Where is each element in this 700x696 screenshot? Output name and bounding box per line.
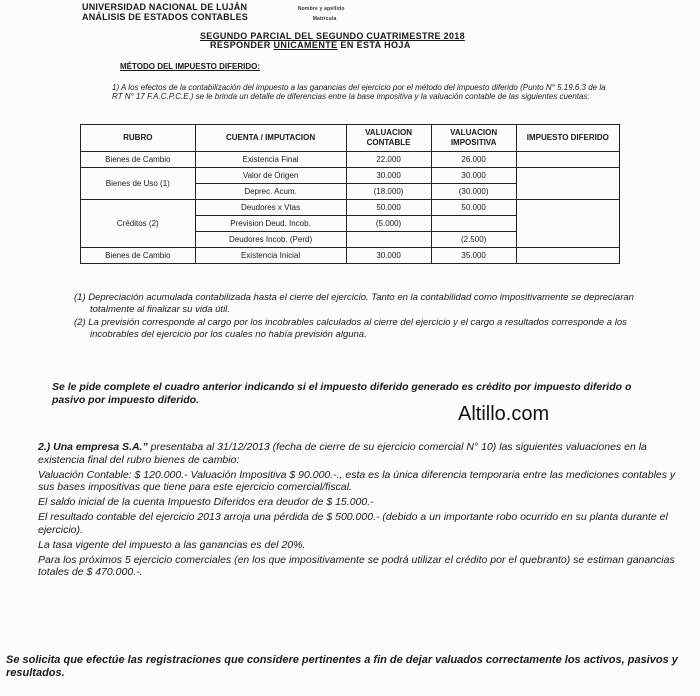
- answer-prefix: RESPONDER: [210, 40, 274, 50]
- cell-impositiva: 50.000: [431, 200, 516, 216]
- cell-cuenta: Prevision Deud. Incob.: [195, 216, 346, 232]
- section2-intro: [38, 441, 688, 466]
- footnotes: [74, 292, 634, 342]
- answer-suffix: EN ESTA HOJA: [337, 40, 411, 50]
- university-name: [82, 2, 345, 12]
- cell-diferido[interactable]: [516, 152, 619, 168]
- cell-cuenta: Deudores x Vtas: [195, 200, 346, 216]
- watermark-brand: Altillo.com: [458, 403, 550, 425]
- task-1-request: Se le pide complete el cuadro anterior indicando si el impuesto diferido generado es crédito por impuesto diferido o pasivo por impuesto diferido.: [52, 381, 632, 406]
- cell-cuenta: Valor de Origen: [195, 168, 346, 184]
- section2-resultado: El resultado contable del ejercicio 2013 arroja una pérdida de $ 500.000.- (debido a un importante robo ocurrido en su planta durante el ejercicio).: [38, 511, 668, 536]
- answer-instruction: [210, 40, 411, 50]
- footnote-2: (2) La previsión corresponde al cargo por los incobrables calculados al cierre del ejercicio y el cargo a resultados corresponde a los incobrables del ejercicio por los cuales no había previsión alguna.: [74, 317, 627, 340]
- cell-contable: 50.000: [346, 200, 431, 216]
- table-row: [81, 152, 620, 168]
- section2-saldo: El saldo inicial de la cuenta Impuesto Diferidos era deudor de $ 15.000.-: [38, 496, 374, 508]
- section1-title: MÉTODO DEL IMPUESTO DIFERIDO:: [120, 62, 261, 71]
- university-text: UNIVERSIDAD NACIONAL DE LUJÁN: [82, 2, 248, 12]
- cell-cuenta: Existencia Inicial: [195, 248, 346, 264]
- section2-tasa: La tasa vigente del impuesto a las ganancias es del 20%.: [38, 538, 306, 551]
- cell-cuenta: Deprec. Acum.: [195, 184, 346, 200]
- cell-rubro: Bienes de Uso (1): [81, 168, 196, 200]
- header-contable: VALUACION CONTABLE: [346, 125, 431, 152]
- table-row: [81, 248, 620, 264]
- cell-contable: 22.000: [346, 152, 431, 168]
- cell-cuenta: Existencia Final: [195, 152, 346, 168]
- cell-contable: (18.000): [346, 184, 431, 200]
- cell-cuenta: Deudores Incob. (Perd): [195, 232, 346, 248]
- section2-intro-text: presentaba al 31/12/2013 (fecha de cierre de su ejercicio comercial N° 10) las siguientes valuaciones en la existencia final del rubro bienes de cambio:: [38, 441, 647, 466]
- section2-proximos: Para los próximos 5 ejercicio comerciales (en los que impositivamente se podrá utilizar el crédito por el quebranto) se estiman ganancias totales de $ 470.000.-.: [38, 553, 675, 578]
- table-row: [81, 168, 620, 184]
- cell-contable: 30.000: [346, 168, 431, 184]
- deferred-tax-table: [80, 124, 620, 264]
- cell-contable: (5.000): [346, 216, 431, 232]
- section2-lead: 2.) Una empresa S.A.”: [38, 441, 148, 453]
- task-2-request: Se solicita que efectúe las registraciones que considere pertinentes a fin de dejar valuados correctamente los activos, pasivos y resultados.: [6, 654, 678, 679]
- name-label: Nombre y apellido: [297, 6, 345, 12]
- cell-contable: [346, 232, 431, 248]
- cell-rubro: Créditos (2): [81, 200, 196, 248]
- course-name: [82, 12, 336, 22]
- header-diferido: IMPUESTO DIFERIDO: [516, 125, 619, 152]
- cell-rubro: Bienes de Cambio: [81, 152, 196, 168]
- section2-valuation: Valuación Contable: $ 120.000.- Valuación Impositiva $ 90.000.-., esta es la única diferencia temporaria entre las mediciones contables y sus bases impositivas que tiene para este ejercicio comercial/fiscal.: [38, 468, 676, 493]
- cell-impositiva: (30.000): [431, 184, 516, 200]
- header-rubro: RUBRO: [81, 125, 196, 152]
- footnote-1: (1) Depreciación acumulada contabilizada hasta el cierre del ejercicio. Tanto en la contabilidad como impositivamente se depreciaran totalmente al finalizar su vida útil.: [74, 292, 634, 315]
- course-text: ANÁLISIS DE ESTADOS CONTABLES: [82, 12, 248, 22]
- cell-diferido[interactable]: [516, 248, 619, 264]
- cell-impositiva: (2.500): [431, 232, 516, 248]
- table-header-row: [81, 125, 620, 152]
- cell-impositiva: 35.000: [431, 248, 516, 264]
- table-row: [81, 200, 620, 216]
- answer-only: UNICAMENTE: [273, 40, 338, 50]
- section1-intro: 1) A los efectos de la contabilización del impuesto a las ganancias del ejercicio por el método del impuesto diferido (Punto N° 5.19.6.3 de la RT N° 17 F.A.C.P.C.E.) se le brinda un detalle de diferencias entre la base impositiva y la valuación contable de las siguientes cuentas:: [112, 83, 606, 102]
- cell-impositiva: 30.000: [431, 168, 516, 184]
- id-label: Matrícula: [312, 16, 337, 22]
- exam-title: SEGUNDO PARCIAL DEL SEGUNDO CUATRIMESTRE 2018: [200, 31, 465, 41]
- cell-contable: 30.000: [346, 248, 431, 264]
- cell-impositiva: 26.000: [431, 152, 516, 168]
- cell-diferido[interactable]: [516, 168, 619, 200]
- cell-rubro: Bienes de Cambio: [81, 248, 196, 264]
- cell-impositiva: [431, 216, 516, 232]
- section2-body: [38, 441, 688, 581]
- header-impositiva: VALUACION IMPOSITIVA: [431, 125, 516, 152]
- cell-diferido[interactable]: [516, 200, 619, 248]
- header-cuenta: CUENTA / IMPUTACION: [195, 125, 346, 152]
